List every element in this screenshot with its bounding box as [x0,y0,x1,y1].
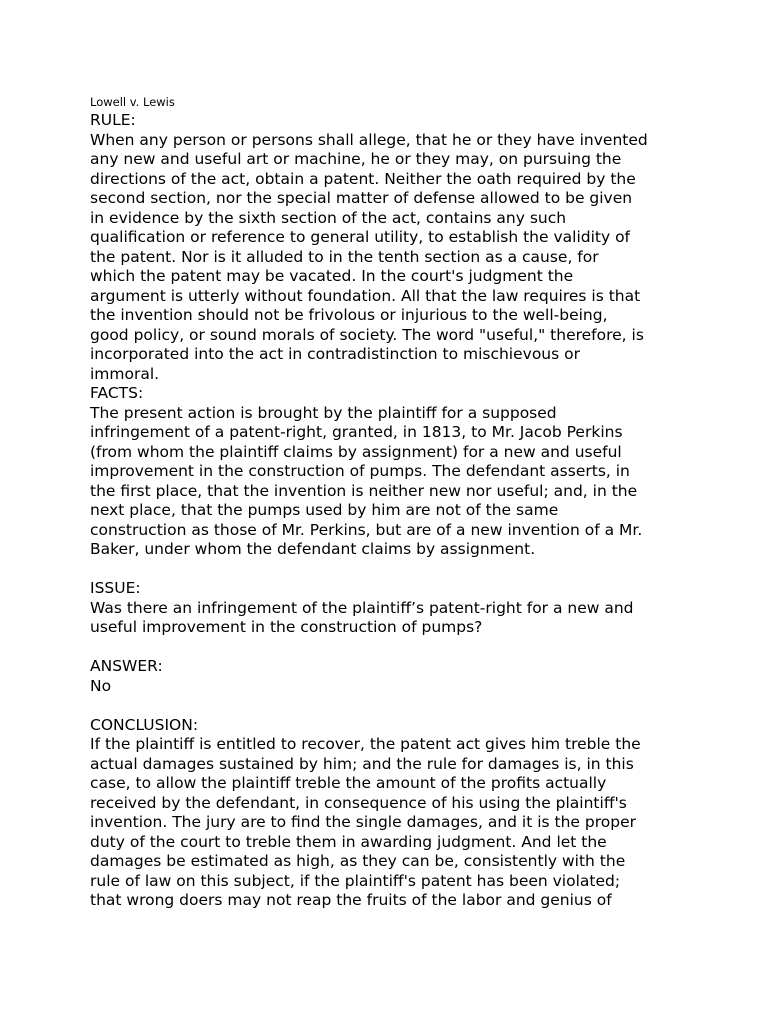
rule-line: in evidence by the sixth section of the act, contains any such [90,208,567,227]
conclusion-line: received by the defendant, in consequence of his using the plaintiff's [90,793,627,812]
rule-line: When any person or persons shall allege, that he or they have invented [90,130,648,149]
rule-line: good policy, or sound morals of society. The word "useful," therefore, is [90,325,644,344]
facts-line: construction as those of Mr. Perkins, but are of a new invention of a Mr. [90,520,643,539]
rule-line: the patent. Nor is it alluded to in the tenth section as a cause, for [90,247,599,266]
rule-section [90,111,690,384]
paragraph-spacer [90,696,690,716]
answer-heading: ANSWER: [90,657,163,675]
conclusion-line: case, to allow the plaintiff treble the amount of the profits actually [90,774,607,792]
conclusion-line: rule of law on this subject, if the plaintiff's patent has been violated; [90,871,621,890]
facts-line: The present action is brought by the plaintiff for a supposed [90,403,557,422]
conclusion-line: If the plaintiff is entitled to recover, the patent act gives him treble the [90,735,641,753]
facts-line: next place, that the pumps used by him are not of the same [90,501,559,519]
conclusion-line: duty of the court to treble them in awarding judgment. And let the [90,832,607,851]
document-page [90,95,690,911]
issue-line: Was there an infringement of the plaintiff’s patent-right for a new and [90,598,634,617]
case-title: Lowell v. Lewis [90,95,175,109]
paragraph-spacer [90,560,690,580]
rule-line: qualification or reference to general utility, to establish the validity of [90,228,631,246]
rule-line: the invention should not be frivolous or injurious to the well-being, [90,306,608,324]
paragraph-spacer [90,638,690,658]
rule-line: which the patent may be vacated. In the court's judgment the [90,267,574,285]
conclusion-heading: CONCLUSION: [90,715,199,734]
answer-line: No [90,676,112,695]
conclusion-line: actual damages sustained by him; and the rule for damages is, in this [90,754,634,773]
rule-line: incorporated into the act in contradistinction to mischievous or [90,345,580,363]
rule-line: any new and useful art or machine, he or they may, on pursuing the [90,150,622,168]
facts-line: the first place, that the invention is neither new nor useful; and, in the [90,481,638,500]
answer-section [90,657,690,696]
issue-section [90,579,690,638]
facts-line: (from whom the plaintiff claims by assignment) for a new and useful [90,442,622,461]
conclusion-line: that wrong doers may not reap the fruits of the labor and genius of [90,891,612,909]
facts-heading: FACTS: [90,384,144,402]
rule-heading: RULE: [90,111,136,129]
issue-heading: ISSUE: [90,579,141,597]
rule-line: second section, nor the special matter of defense allowed to be given [90,189,633,207]
facts-line: improvement in the construction of pumps. The defendant asserts, in [90,462,630,480]
conclusion-line: damages be estimated as high, as they can be, consistently with the [90,852,626,870]
facts-line: infringement of a patent-right, granted, in 1813, to Mr. Jacob Perkins [90,423,623,441]
rule-line: argument is utterly without foundation. All that the law requires is that [90,286,641,305]
facts-section [90,384,690,560]
conclusion-line: invention. The jury are to find the single damages, and it is the proper [90,813,636,831]
rule-line: immoral. [90,364,160,383]
facts-line: Baker, under whom the defendant claims by assignment. [90,540,536,558]
issue-line: useful improvement in the construction of pumps? [90,618,483,636]
conclusion-section [90,716,690,911]
rule-line: directions of the act, obtain a patent. Neither the oath required by the [90,169,636,188]
